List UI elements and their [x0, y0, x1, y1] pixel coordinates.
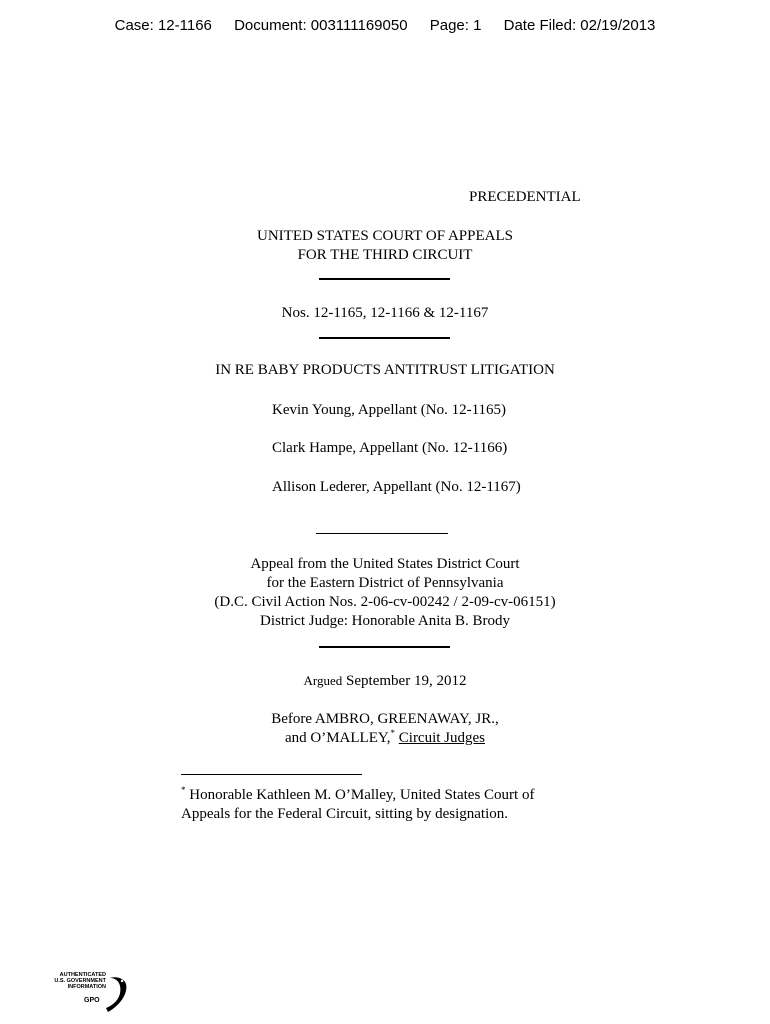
case-caption: IN RE BABY PRODUCTS ANTITRUST LITIGATION: [215, 362, 555, 378]
appellant-line: Clark Hampe, Appellant (No. 12-1166): [272, 440, 508, 456]
case-numbers: Nos. 12-1165, 12-1166 & 12-1167: [281, 305, 489, 321]
separator-rule: [316, 533, 448, 534]
circuit-judges-label: Circuit Judges: [398, 730, 486, 746]
appeal-from-line1: Appeal from the United States District Court: [250, 556, 520, 572]
footnote-text: Honorable Kathleen M. O’Malley, United States Court of: [185, 787, 535, 803]
footnote-mark: *: [181, 785, 186, 795]
argued-label: Argued: [303, 673, 343, 688]
precedential-label: PRECEDENTIAL: [469, 189, 581, 205]
page-number: Page: 1: [429, 17, 482, 34]
gpo-authentication-logo: [44, 970, 128, 1014]
argued-date-value: September 19, 2012: [342, 673, 467, 689]
document-number: Document: 003111169050: [234, 17, 408, 34]
separator-rule: [319, 646, 450, 648]
separator-rule: [319, 278, 450, 280]
case-number: Case: 12-1166: [114, 17, 212, 34]
appellant-line: Kevin Young, Appellant (No. 12-1165): [272, 402, 507, 418]
logo-line: AUTHENTICATED: [59, 972, 106, 978]
appellant-line: Allison Lederer, Appellant (No. 12-1167): [272, 479, 521, 495]
panel-judge: and O’MALLEY,: [284, 730, 391, 746]
argued-date: [0, 671, 770, 691]
appeal-from-line2: for the Eastern District of Pennsylvania: [266, 575, 504, 591]
panel-line2: [0, 729, 770, 748]
footnote-rule: [181, 774, 362, 775]
panel-line1: Before AMBRO, GREENAWAY, JR.,: [271, 711, 499, 727]
district-judge: District Judge: Honorable Anita B. Brody: [260, 613, 510, 629]
logo-text: [44, 972, 106, 990]
appeal-from-line3: (D.C. Civil Action Nos. 2-06-cv-00242 / 2-09-cv-06151): [214, 594, 556, 610]
logo-line: U.S. GOVERNMENT: [54, 978, 106, 984]
filing-header: [0, 17, 770, 34]
gpo-eagle-icon: [102, 974, 128, 1014]
separator-rule: [319, 337, 450, 339]
court-name-line2: FOR THE THIRD CIRCUIT: [297, 247, 473, 263]
date-filed: Date Filed: 02/19/2013: [503, 17, 656, 34]
footnote-mark: *: [390, 728, 396, 738]
court-name-line1: UNITED STATES COURT OF APPEALS: [257, 228, 513, 244]
footnote-line1: [181, 786, 534, 805]
logo-line: INFORMATION: [67, 984, 106, 990]
footnote-line2: Appeals for the Federal Circuit, sitting by designation.: [181, 806, 509, 822]
logo-gpo-text: GPO: [84, 997, 100, 1004]
